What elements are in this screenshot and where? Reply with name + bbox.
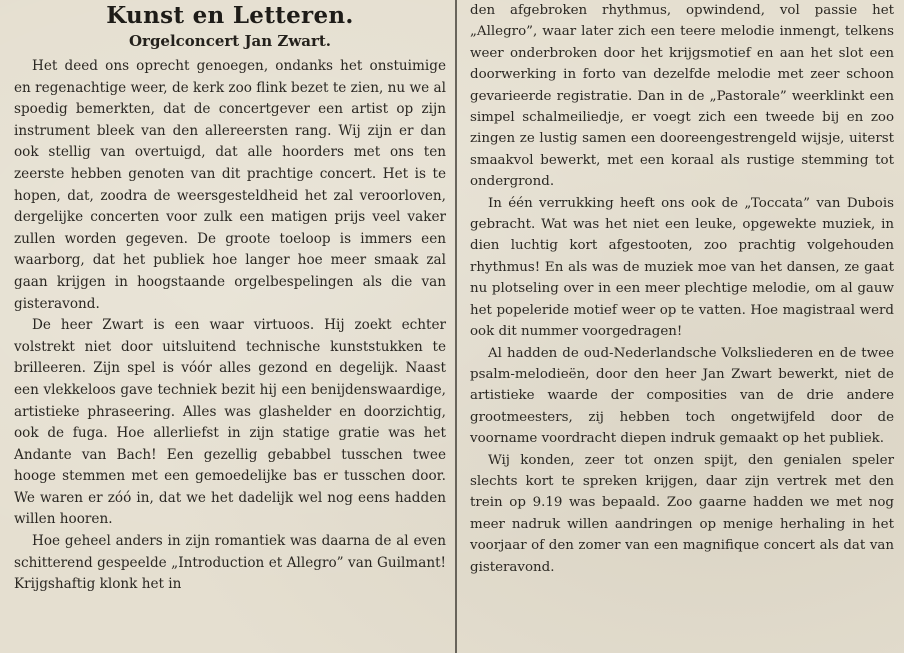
article-subhead: Orgelconcert Jan Zwart. [128, 32, 332, 50]
column-divider [455, 0, 457, 653]
paragraph-toccata: In één verrukking heeft ons ook de „Toccata” van Dubois gebracht. Wat was het niet een leuke, opgewekte muziek, in dien luchtig kort afgestooten, zoo prachtig volgehouden rhythmus! En als was de muziek moe van het dansen, ze gaat nu plotseling over in een meer plechtige melodie, om al gauw het popeleride motief weer op te vatten. Hoe magistraal werd ook dit nummer voorgedragen! [470, 195, 894, 340]
left-column [14, 0, 446, 596]
section-headline: Kunst en Letteren. [106, 2, 354, 29]
paragraph-opening: Het deed ons oprecht genoegen, ondanks het onstuimige en regenachtige weer, de kerk zoo flink bezet te zien, nu we al spoedig bemerkten, dat de concertgever een artist op zijn instrument bleek van den allereersten rang. Wij zijn er dan ook stellig van overtuigd, dat alle hoorders met ons ten zeerste hebben genoten van dit prachtige concert. Het is te hopen, dat, zoodra de weersgesteldheid het zal veroorloven, dergelijke concerten voor zulk een matigen prijs veel vaker zullen worden gegeven. De groote toeloop is immers een waarborg, dat het publiek hoe langer hoe meer smaak zal gaan krijgen in hoogstaande orgelbespelingen als die van gisteravond. [14, 58, 446, 312]
paragraph-volksliederen: Al hadden de oud-Nederlandsche Volksliederen en de twee psalm-melodieën, door den heer Jan Zwart bewerkt, niet de artistieke waarde der composities van de drie andere grootmeesters, zij hebben toch ongetwijfeld door de voorname voordracht diepen indruk gemaakt op het publiek. [470, 345, 894, 447]
right-column [470, 0, 894, 578]
paragraph-allegro-continued: den afgebroken rhythmus, opwindend, vol passie het „Allegro”, waar later zich een teere melodie inmengt, telkens weer onderbroken door het krijgsmotief en aan het slot een doorwerking in forto van dezelfde melodie met zeer schoon gevarieerde registratie. Dan in de „Pastorale” weerklinkt een simpel schalmeiliedje, er voegt zich een tweede bij en zoo zingen ze lustig samen een dooreengestrengeld wijsje, uiterst smaakvol bewerkt, met een koraal als rustige stemming tot ondergrond. [470, 3, 894, 190]
paragraph-guilmant: Hoe geheel anders in zijn romantiek was daarna de al even schitterend gespeelde „Introduction et Allegro” van Guilmant! Krijgshaftig klonk het in [14, 533, 446, 593]
paragraph-closing: Wij konden, zeer tot onzen spijt, den genialen speler slechts kort te spreken krijgen, daar zijn vertrek met den trein op 9.19 was bepaald. Zoo gaarne hadden we met nog meer nadruk willen aandringen op menige herhaling in het voorjaar of den zomer van een magnifique concert als dat van gisteravond. [470, 452, 894, 575]
paragraph-virtuoso: De heer Zwart is een waar virtuoos. Hij zoekt echter volstrekt niet door uitsluitend technische kunststukken te brilleeren. Zijn spel is vóór alles gezond en degelijk. Naast een vlekkeloos gave techniek bezit hij een benijdenswaardige, artistieke phraseering. Alles was glashelder en doorzichtig, ook de fuga. Hoe allerliefst in zijn statige gratie was het Andante van Bach! Een gezellig gebabbel tusschen twee hooge stemmen met een gemoedelijke bas er tusschen door. We waren er zóó in, dat we het dadelijk wel nog eens hadden willen hooren. [14, 317, 446, 528]
